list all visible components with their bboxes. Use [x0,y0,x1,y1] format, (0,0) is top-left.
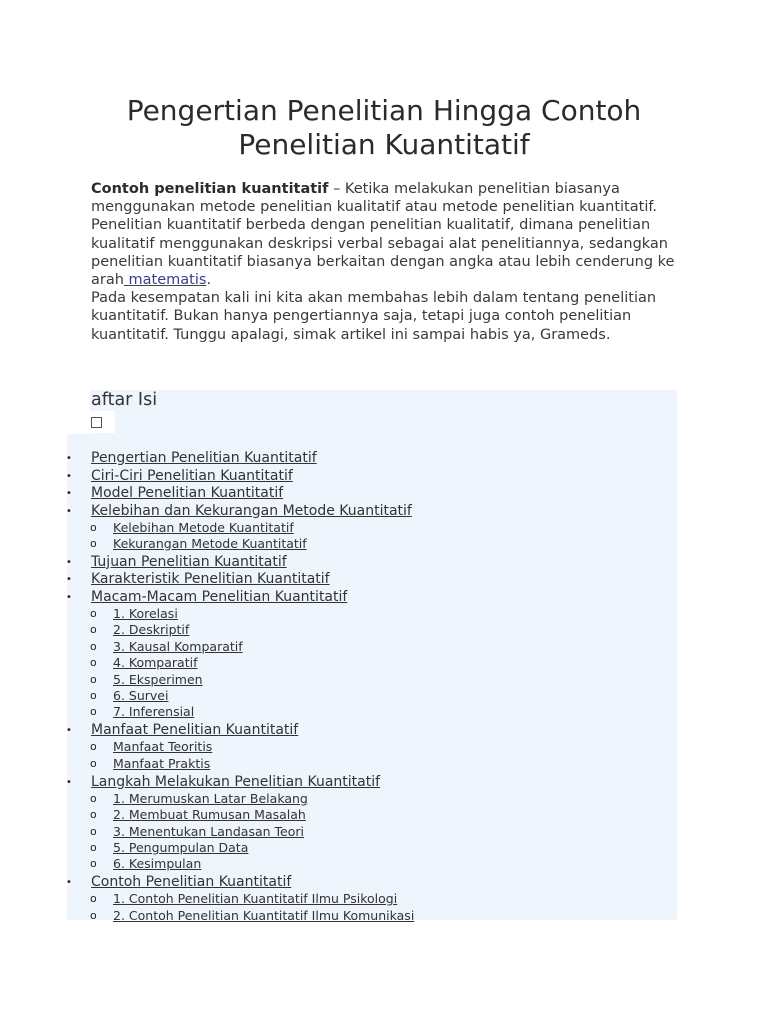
toc-link[interactable]: 5. Eksperimen [113,671,203,687]
intro-text: – Ketika melakukan penelitian biasanya menggunakan metode penelitian kualitatif atau metode penelitian kuantitatif. Penelitian kuantitatif berbeda dengan penelitian kualitatif, dimana penelitian kualitatif menggunakan deskripsi verbal sebagai alat penelitiannya, sedangkan penelitian kuantitatif biasanya berkaitan dengan angka atau lebih cenderung ke arah [91,181,675,289]
toc-link[interactable]: 5. Pengumpulan Data [113,839,249,855]
toc-item [91,450,317,467]
sub-bullet-icon: o [90,623,97,637]
toc-subitem [113,622,189,638]
toc-item [91,874,291,891]
bullet-icon: • [66,725,72,737]
bullet-icon: • [66,470,72,482]
toc-title: aftar Isi [91,390,158,410]
toc-subitem [113,840,248,856]
toc-link[interactable]: Pengertian Penelitian Kuantitatif [91,450,317,466]
second-paragraph: Pada kesempatan kali ini kita akan membahas lebih dalam tentang penelitian kuantitatif. Bukan hanya pengertiannya saja, tetapi juga contoh penelitian kuantitatif. Tunggu apalagi, simak artikel ini sampai habis ya, Grameds. [91,290,657,343]
toc-subitem [113,672,203,688]
toc-link[interactable]: Kekurangan Metode Kuantitatif [113,535,307,551]
bullet-icon: • [66,505,72,517]
toc-subitem [113,655,197,671]
toc-subitem [113,756,210,772]
matematis-link[interactable]: matematis [123,272,207,289]
toc-link[interactable]: 3. Kausal Komparatif [113,638,243,654]
toc-link[interactable]: Manfaat Praktis [113,755,211,771]
toc-link[interactable]: Macam-Macam Penelitian Kuantitatif [91,588,348,605]
toc-subitem [113,739,212,755]
sub-bullet-icon: o [90,908,97,922]
sub-bullet-icon: o [90,857,97,871]
toc-item [91,774,380,791]
toc-link[interactable]: 1. Merumuskan Latar Belakang [113,790,308,806]
sub-bullet-icon: o [90,791,97,805]
bullet-icon: • [66,453,72,464]
toc-link[interactable]: 3. Menentukan Landasan Teori [113,823,304,839]
sub-bullet-icon: o [90,892,97,906]
toc-subitem [113,791,308,807]
toc-link[interactable]: Model Penelitian Kuantitatif [91,485,284,501]
toc-link[interactable]: Ciri-Ciri Penelitian Kuantitatif [91,467,293,484]
toc-link[interactable]: 2. Membuat Rumusan Masalah [113,807,306,823]
bullet-icon: • [66,591,72,603]
toc-subitem [113,639,243,655]
sub-bullet-icon: o [90,656,97,670]
toc-link[interactable]: Manfaat Teoritis [113,739,213,755]
title-line-1: Pengertian Penelitian Hingga Contoh [126,94,642,127]
toc-link[interactable]: 4. Komparatif [113,655,198,671]
sub-bullet-icon: o [90,606,97,620]
toc-link[interactable]: Langkah Melakukan Penelitian Kuantitatif [91,773,381,790]
sub-bullet-icon: o [90,520,97,534]
sub-bullet-icon: o [90,808,97,822]
sub-bullet-icon: o [90,536,97,550]
toc-link[interactable]: 7. Inferensial [113,704,195,720]
toc-subitem [113,688,168,704]
toc-subitem [113,824,304,840]
toc-link[interactable]: 2. Deskriptif [113,622,190,638]
bullet-icon: • [66,488,72,499]
toc-link[interactable]: Tujuan Penelitian Kuantitatif [91,553,287,570]
toc-item [91,589,347,606]
toc-link[interactable]: Kelebihan Metode Kuantitatif [113,519,294,535]
bullet-icon: • [66,877,72,889]
toc-link[interactable]: Contoh Penelitian Kuantitatif [91,874,292,891]
intro-end: . [206,272,212,289]
sub-bullet-icon: o [90,824,97,838]
sub-bullet-icon: o [90,756,97,770]
toc-link[interactable]: Manfaat Penelitian Kuantitatif [91,722,299,739]
toc-link[interactable]: 6. Kesimpulan [113,856,202,872]
toc-link[interactable]: Kelebihan dan Kekurangan Metode Kuantitatif [91,502,412,519]
toc-item [91,554,287,571]
toc-link[interactable]: Karakteristik Penelitian Kuantitatif [91,571,330,588]
toc-subitem [113,807,306,823]
sub-bullet-icon: o [90,688,97,702]
toc-item [91,485,283,502]
toc-subitem [113,606,178,622]
bullet-icon: • [66,776,72,788]
toc-subitem [113,536,307,552]
toc-subitem [113,520,294,536]
sub-bullet-icon: o [90,639,97,653]
sub-bullet-icon: o [90,705,97,719]
toc-link[interactable]: 1. Korelasi [113,605,178,621]
toc-subitem [113,856,201,872]
toc-link[interactable]: 2. Contoh Penelitian Kuantitatif Ilmu Komunikasi [113,907,415,923]
sub-bullet-icon: o [90,740,97,754]
intro-bold-keyword: Contoh penelitian kuantitatif [91,181,329,197]
toc-link[interactable]: 1. Contoh Penelitian Kuantitatif Ilmu Psikologi [113,891,398,907]
toc-item [91,722,298,739]
sub-bullet-icon: o [90,672,97,686]
bullet-icon: • [66,556,72,568]
toc-item [91,503,412,520]
toc-subitem [113,704,194,720]
sub-bullet-icon: o [90,840,97,854]
bullet-icon: • [66,574,72,586]
toc-link[interactable]: 6. Survei [113,687,169,703]
toc-item [91,571,330,588]
toc-subitem [113,891,397,907]
title-line-2: Penelitian Kuantitatif [238,128,530,161]
toc-item [91,468,293,485]
toc-subitem [113,908,414,924]
